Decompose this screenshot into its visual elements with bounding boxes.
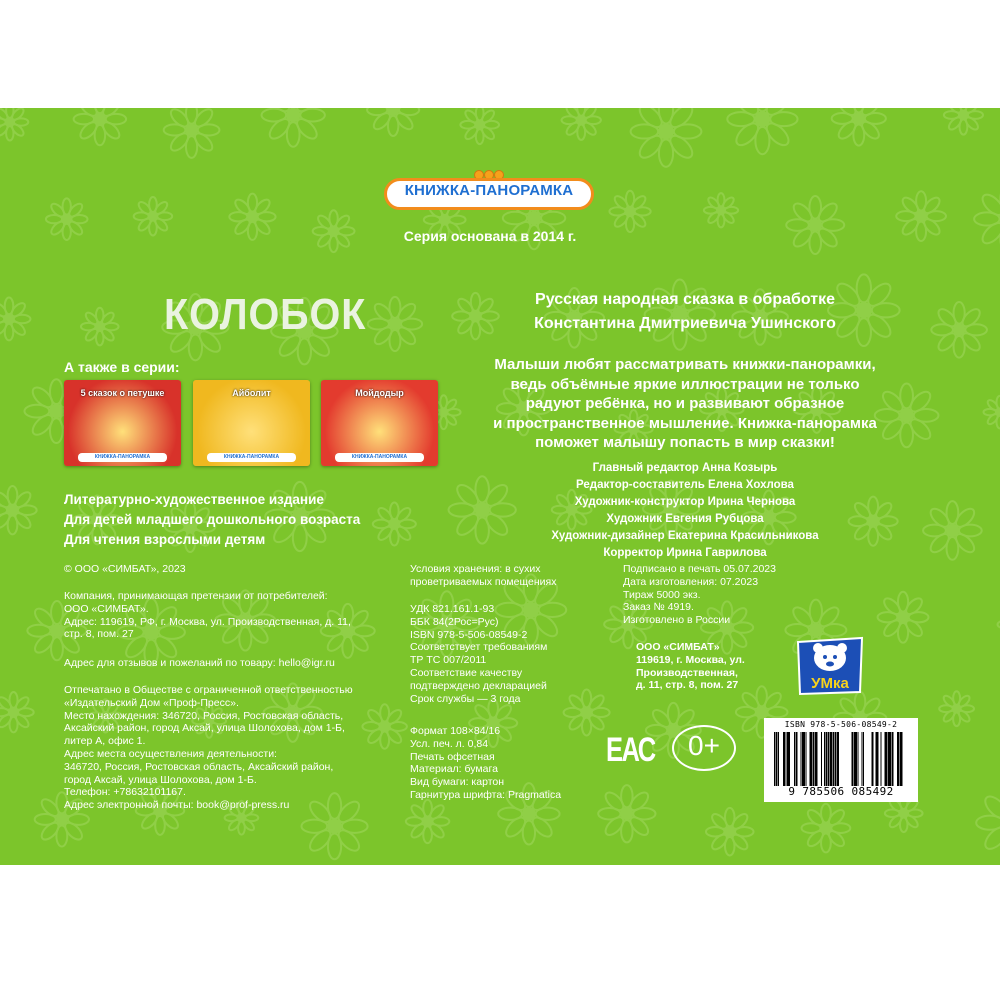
flower-pattern-icon bbox=[944, 108, 983, 135]
credit-line: Художник-конструктор Ирина Чернова bbox=[574, 496, 796, 508]
edition-line: Для чтения взрослыми детям bbox=[64, 532, 266, 547]
format-info bbox=[410, 725, 600, 802]
printer-line: Место нахождения: 346720, Россия, Ростовская область, bbox=[64, 709, 344, 722]
flower-pattern-icon bbox=[46, 198, 88, 240]
flower-pattern-icon bbox=[974, 186, 1000, 252]
age-rating: 0+ bbox=[688, 730, 720, 761]
classification-line: подтверждено декларацией bbox=[410, 679, 547, 692]
book-cover-series: КНИЖКА-ПАНОРАМКА bbox=[335, 453, 424, 462]
book-cover-title: Мойдодыр bbox=[355, 388, 404, 398]
print-line: Подписано в печать 05.07.2023 bbox=[623, 563, 776, 575]
format-line: Гарнитура шрифта: Pragmatica bbox=[410, 788, 562, 801]
credit-line: Художник Евгения Рубцова bbox=[606, 513, 764, 525]
printer-line: город Аксай, улица Шолохова, дом 1-Б. bbox=[64, 773, 257, 786]
publisher-line: д. 11, стр. 8, пом. 27 bbox=[636, 679, 739, 692]
flower-pattern-icon bbox=[878, 592, 929, 643]
book-cover-series: КНИЖКА-ПАНОРАМКА bbox=[78, 453, 167, 462]
print-line: Изготовлено в России bbox=[623, 614, 731, 627]
print-line: Тираж 5000 экз. bbox=[623, 588, 701, 601]
book-cover-title: 5 сказок о петушке bbox=[80, 388, 165, 398]
book-title: КОЛОБОК bbox=[164, 290, 367, 339]
flower-pattern-icon bbox=[164, 108, 220, 158]
barcode-bars bbox=[772, 732, 910, 786]
flower-pattern-icon bbox=[313, 210, 355, 252]
credit-line: Корректор Ирина Гаврилова bbox=[603, 547, 767, 559]
flower-pattern-icon bbox=[609, 191, 650, 232]
company-line: Компания, принимающая претензии от потребителей: bbox=[64, 590, 328, 602]
series-logo bbox=[384, 170, 594, 210]
flower-pattern-icon bbox=[373, 502, 416, 545]
printer-line: Адрес места осуществления деятельности: bbox=[64, 747, 277, 760]
flower-pattern-icon bbox=[368, 297, 422, 351]
format-line: Усл. печ. л. 0,84 bbox=[410, 737, 489, 750]
book-description bbox=[440, 355, 930, 453]
company-line: Адрес: 119619, РФ, г. Москва, ул. Производственная, д. 11, bbox=[64, 615, 351, 628]
adaptation-line: Русская народная сказка в обработке bbox=[535, 291, 835, 308]
format-line: Печать офсетная bbox=[410, 750, 495, 763]
eac-certification-mark: ЕАС bbox=[606, 731, 655, 769]
classification-line: ББК 84(2Рос=Рус) bbox=[410, 615, 499, 628]
description-line: поможет малышу попасть в мир сказки! bbox=[535, 434, 835, 451]
series-book-cover bbox=[64, 380, 181, 466]
flower-pattern-icon bbox=[0, 692, 34, 732]
flower-pattern-icon bbox=[984, 396, 1000, 428]
publisher-line: 119619, г. Москва, ул. bbox=[636, 653, 745, 666]
barcode bbox=[764, 718, 918, 802]
flower-pattern-icon bbox=[832, 108, 886, 146]
flower-pattern-icon bbox=[598, 785, 655, 842]
flower-pattern-icon bbox=[74, 108, 126, 145]
flower-pattern-icon bbox=[262, 108, 325, 147]
flower-pattern-icon bbox=[0, 298, 30, 341]
edition-line: Литературно-художественное издание bbox=[64, 492, 324, 507]
storage-line: Условия хранения: в сухих bbox=[410, 563, 541, 575]
classification-line: ISBN 978-5-506-08549-2 bbox=[410, 628, 528, 641]
format-line: Материал: бумага bbox=[410, 763, 498, 776]
description-line: радуют ребёнка, но и развивают образное bbox=[525, 395, 845, 412]
adaptation-note bbox=[470, 288, 900, 336]
series-book-cover bbox=[321, 380, 438, 466]
flower-pattern-icon bbox=[406, 800, 449, 843]
flower-pattern-icon bbox=[134, 197, 172, 235]
series-founded: Серия основана в 2014 г. bbox=[403, 228, 577, 244]
book-back-cover bbox=[0, 108, 1000, 865]
adaptation-line: Константина Дмитриевича Ушинского bbox=[534, 315, 836, 332]
flower-pattern-icon bbox=[976, 787, 1000, 858]
book-cover-series: КНИЖКА-ПАНОРАМКА bbox=[207, 453, 296, 462]
flower-pattern-icon bbox=[229, 194, 275, 240]
printer-line: «Издательский Дом «Проф-Пресс». bbox=[64, 696, 239, 709]
description-line: и пространственное мышление. Книжка-панорамка bbox=[493, 414, 877, 432]
format-line: Формат 108×84/16 bbox=[410, 725, 501, 737]
classification-line: УДК 821.161.1-93 bbox=[410, 603, 495, 615]
flower-pattern-icon bbox=[460, 108, 499, 144]
publisher-address bbox=[636, 641, 776, 692]
printer-line: 346720, Россия, Ростовская область, Аксайский район, bbox=[64, 760, 334, 773]
flower-pattern-icon bbox=[81, 308, 119, 346]
edition-line: Для детей младшего дошкольного возраста bbox=[64, 512, 361, 527]
umka-brand-logo bbox=[794, 636, 866, 696]
printer-line: литер А, офис 1. bbox=[64, 735, 146, 748]
printer-line: Адрес электронной почты: book@prof-press.ru bbox=[64, 799, 290, 812]
umka-brand-text: УМка bbox=[811, 675, 849, 692]
flower-pattern-icon bbox=[923, 501, 982, 560]
edition-info bbox=[64, 490, 360, 550]
flower-pattern-icon bbox=[802, 804, 851, 853]
flower-pattern-icon bbox=[562, 108, 601, 140]
barcode-isbn-label: ISBN 978-5-506-08549-2 bbox=[784, 720, 898, 729]
company-info bbox=[64, 590, 384, 641]
also-in-series-label: А также в серии: bbox=[64, 359, 180, 375]
company-line: ООО «СИМБАТ». bbox=[64, 602, 149, 615]
flower-pattern-icon bbox=[786, 196, 844, 254]
classification-line: Соответствует требованиям bbox=[410, 641, 548, 654]
classification-line: Срок службы — 3 года bbox=[410, 692, 521, 705]
flower-pattern-icon bbox=[0, 486, 37, 534]
flower-pattern-icon bbox=[367, 108, 419, 136]
company-line: стр. 8, пом. 27 bbox=[64, 628, 134, 641]
storage-conditions bbox=[410, 563, 600, 589]
credit-line: Художник-дизайнер Екатерина Красильникова bbox=[551, 530, 819, 542]
print-info bbox=[623, 563, 823, 627]
flower-pattern-icon bbox=[896, 191, 946, 241]
flower-pattern-icon bbox=[706, 808, 754, 856]
flower-pattern-icon bbox=[939, 691, 974, 726]
flower-pattern-icon bbox=[727, 108, 797, 154]
logo-text: КНИЖКА-ПАНОРАМКА bbox=[404, 182, 574, 199]
credit-line: Главный редактор Анна Козырь bbox=[592, 462, 778, 474]
credits bbox=[500, 460, 870, 562]
printer-info bbox=[64, 684, 394, 812]
printer-line: Отпечатано в Обществе с ограниченной ответственностью bbox=[64, 684, 353, 696]
flower-pattern-icon bbox=[0, 108, 28, 141]
classification-info bbox=[410, 603, 600, 705]
print-line: Дата изготовления: 07.2023 bbox=[623, 575, 759, 588]
format-line: Вид бумаги: картон bbox=[410, 776, 505, 789]
flower-pattern-icon bbox=[931, 302, 987, 358]
print-line: Заказ № 4919. bbox=[623, 601, 694, 614]
publisher-line: ООО «СИМБАТ» bbox=[636, 641, 720, 653]
book-cover-title: Айболит bbox=[232, 388, 271, 398]
description-line: ведь объёмные яркие иллюстрации не только bbox=[510, 375, 860, 393]
publisher-line: Производственная, bbox=[636, 666, 738, 679]
copyright: © ООО «СИМБАТ», 2023 bbox=[64, 563, 186, 575]
printer-line: Телефон: +78632101167. bbox=[64, 786, 186, 799]
flower-pattern-icon bbox=[704, 193, 738, 227]
storage-line: проветриваемых помещениях bbox=[410, 575, 557, 588]
series-book-cover bbox=[193, 380, 310, 466]
barcode-number: 9 785506 085492 bbox=[788, 785, 894, 798]
classification-line: Соответствие качеству bbox=[410, 666, 523, 679]
credit-line: Редактор-составитель Елена Хохлова bbox=[576, 479, 794, 491]
description-line: Малыши любят рассматривать книжки-панорамки, bbox=[494, 356, 876, 373]
printer-line: Аксайский район, город Аксай, улица Шолохова, дом 1-Б, bbox=[64, 722, 345, 735]
classification-line: ТР ТС 007/2011 bbox=[410, 654, 487, 667]
feedback-address: Адрес для отзывов и пожеланий по товару: hello@igr.ru bbox=[64, 657, 335, 669]
flower-pattern-icon bbox=[631, 108, 702, 167]
